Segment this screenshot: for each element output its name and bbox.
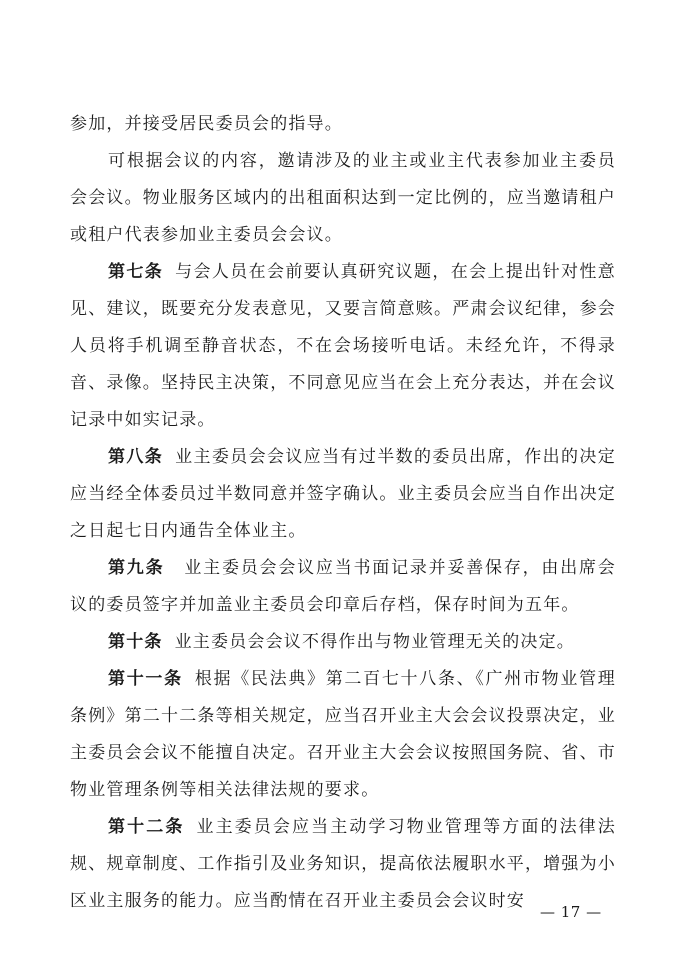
article-12	[70, 809, 616, 920]
article-8	[70, 439, 616, 550]
article-7	[70, 254, 616, 439]
paragraph-text: 可根据会议的内容，邀请涉及的业主或业主代表参加业主委员会会议。物业服务区域内的出租面积达到一定比例的，应当邀请租户或租户代表参加业主委员会会议。	[70, 151, 616, 245]
article-text: 与会人员在会前要认真研究议题，在会上提出针对性意见、建议，既要充分发表意见，又要言简意赅。严肃会议纪律，参会人员将手机调至静音状态，不在会场接听电话。未经允许，不得录音、录像。坚持民主决策，不同意见应当在会上充分表达，并在会议记录中如实记录。	[70, 262, 616, 430]
article-10	[70, 624, 616, 661]
article-title: 第八条	[108, 447, 164, 467]
paragraph-text: 参加，并接受居民委员会的指导。	[70, 114, 343, 134]
article-text: 业主委员会会议不得作出与物业管理无关的决定。	[174, 632, 576, 652]
paragraph-continuation	[70, 106, 616, 143]
article-text: 根据《民法典》第二百七十八条、《广州市物业管理条例》第二十二条等相关规定，应当召开业主大会会议投票决定，业主委员会会议不能擅自决定。召开业主大会会议按照国务院、省、市物业管理条例等相关法律法规的要求。	[70, 669, 616, 800]
article-11	[70, 661, 616, 809]
article-title: 第十一条	[108, 669, 183, 689]
article-title: 第七条	[108, 262, 164, 282]
article-title: 第九条	[108, 558, 165, 578]
paragraph-invite-owners	[70, 143, 616, 254]
body-text	[70, 106, 616, 920]
article-text: 业主委员会会议应当书面记录并妥善保存，由出席会议的委员签字并加盖业主委员会印章后存档，保存时间为五年。	[70, 558, 616, 615]
article-text: 业主委员会应当主动学习物业管理等方面的法律法规、规章制度、工作指引及业务知识，提高依法履职水平，增强为小区业主服务的能力。应当酌情在召开业主委员会会议时安	[70, 817, 616, 911]
article-title: 第十二条	[108, 817, 185, 837]
article-9	[70, 550, 616, 624]
page-number: — 17 —	[540, 903, 602, 921]
article-text: 业主委员会会议应当有过半数的委员出席，作出的决定应当经全体委员过半数同意并签字确认。业主委员会应当自作出决定之日起七日内通告全体业主。	[70, 447, 616, 541]
article-title: 第十条	[108, 632, 163, 652]
